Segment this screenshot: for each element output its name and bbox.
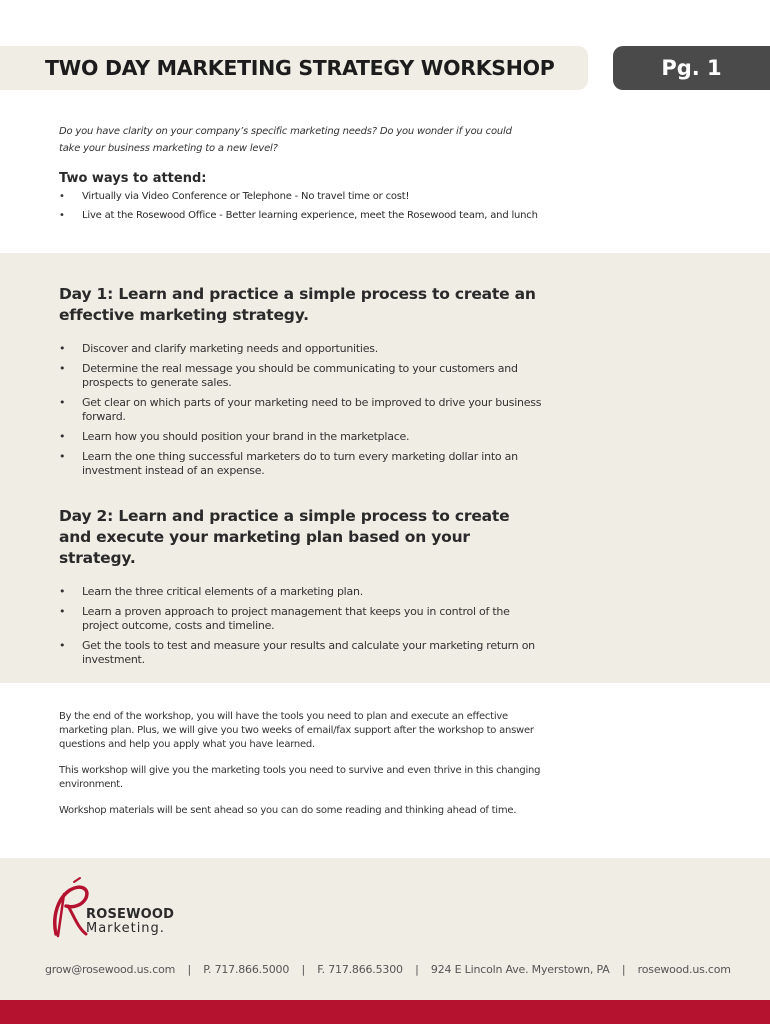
page-number-tab: Pg. 1	[613, 46, 770, 90]
contact-fax: F. 717.866.5300	[317, 963, 403, 976]
intro-question-line2: take your business marketing to a new level?	[59, 143, 278, 154]
closing-paragraph: By the end of the workshop, you will have the tools you need to plan and execute an effective marketing plan. Plus, we will give you two weeks of email/fax support after the workshop to answer questions and help you apply what you have learned.	[59, 711, 534, 750]
list-item: • Discover and clarify marketing needs and opportunities.	[59, 342, 544, 356]
closing-section	[59, 710, 541, 830]
contact-address: 924 E Lincoln Ave. Myerstown, PA	[430, 963, 610, 976]
list-item: • Get clear on which parts of your marketing need to be improved to drive your business forward.	[59, 396, 544, 424]
day2-heading: Day 2: Learn and practice a simple process to create and execute your marketing plan based on your strategy.	[59, 507, 510, 567]
separator: |	[621, 963, 626, 976]
list-item: • Learn a proven approach to project management that keeps you in control of the project outcome, costs and timeline.	[59, 605, 544, 633]
page-title: TWO DAY MARKETING STRATEGY WORKSHOP	[45, 56, 555, 80]
list-item: • Determine the real message you should be communicating to your customers and prospects to generate sales.	[59, 362, 544, 390]
list-item: • Learn the one thing successful marketers do to turn every marketing dollar into an investment instead of an expense.	[59, 450, 544, 478]
intro-question	[59, 123, 539, 157]
day1-list	[59, 342, 544, 478]
separator: |	[301, 963, 305, 976]
contact-email[interactable]: grow@rosewood.us.com	[45, 963, 176, 976]
attend-list	[59, 190, 539, 222]
intro-section	[59, 123, 539, 228]
closing-paragraph: Workshop materials will be sent ahead so you can do some reading and thinking ahead of time.	[59, 805, 517, 816]
logo-wordmark: ROSEWOOD	[86, 907, 175, 922]
day2-section	[59, 506, 544, 673]
separator: |	[415, 963, 419, 976]
list-item: • Live at the Rosewood Office - Better learning experience, meet the Rosewood team, and lunch	[59, 209, 539, 222]
list-item: • Get the tools to test and measure your results and calculate your marketing return on investment.	[59, 639, 544, 667]
contact-line	[45, 963, 731, 976]
list-item: • Learn how you should position your brand in the marketplace.	[59, 430, 544, 444]
intro-question-line1: Do you have clarity on your company’s specific marketing needs? Do you wonder if you could	[59, 126, 512, 137]
list-item: • Learn the three critical elements of a marketing plan.	[59, 585, 544, 599]
contact-phone: P. 717.866.5000	[203, 963, 290, 976]
footer-accent-bar	[0, 1000, 770, 1024]
logo-subtitle: Marketing.	[86, 921, 165, 936]
day1-heading: Day 1: Learn and practice a simple process to create an effective marketing strategy.	[59, 285, 536, 324]
attend-heading: Two ways to attend:	[59, 171, 207, 186]
list-item: • Virtually via Video Conference or Telephone - No travel time or cost!	[59, 190, 539, 203]
contact-website[interactable]: rosewood.us.com	[637, 963, 731, 976]
closing-paragraph: This workshop will give you the marketing tools you need to survive and even thrive in this changing environment.	[59, 765, 541, 790]
day2-list	[59, 585, 544, 667]
separator: |	[187, 963, 191, 976]
day1-section	[59, 284, 544, 484]
